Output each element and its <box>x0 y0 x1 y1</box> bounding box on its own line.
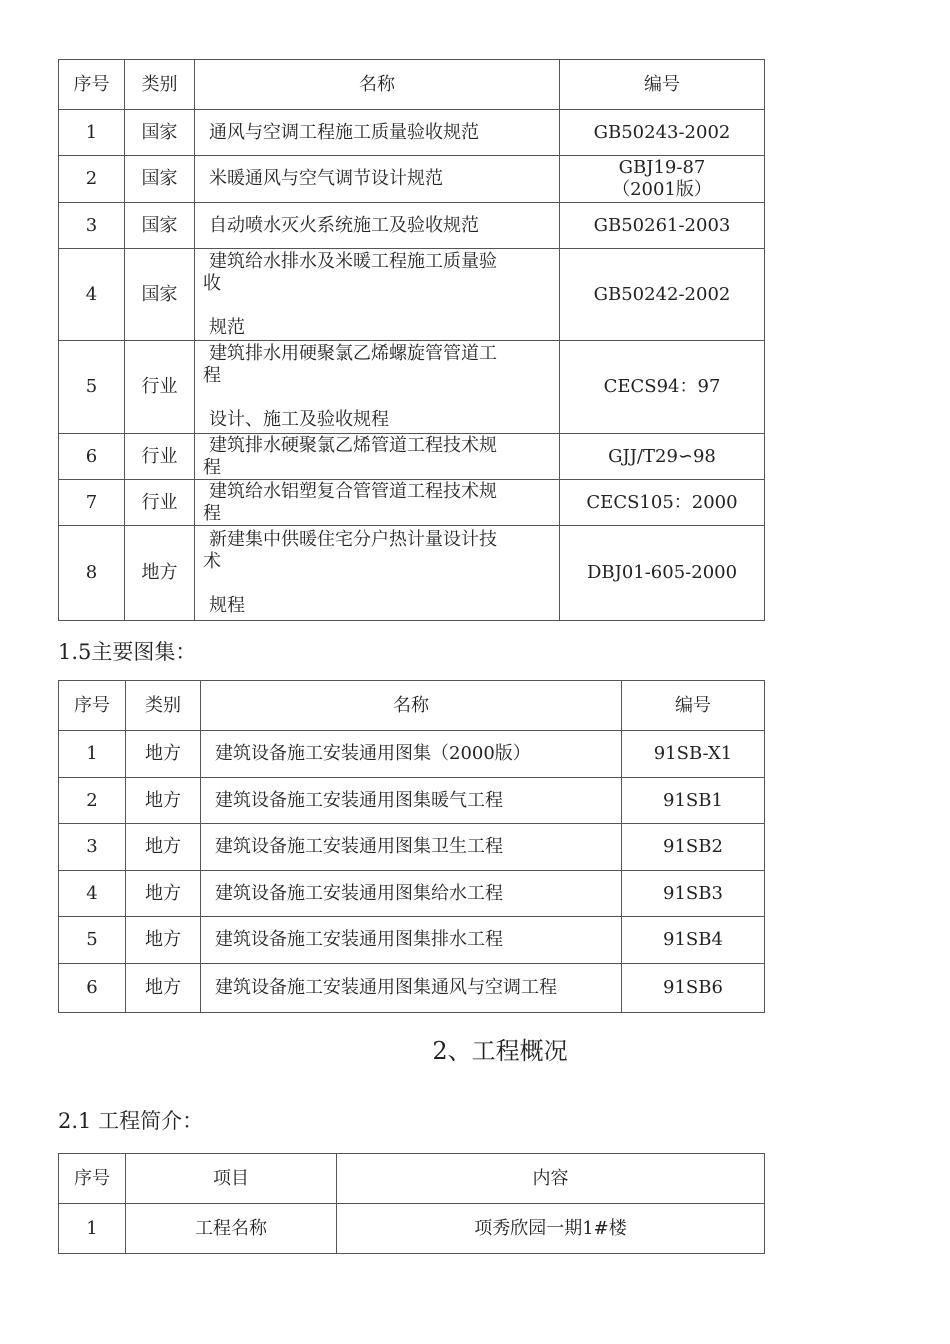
section-heading-1-5: 1.5主要图集： <box>58 640 197 664</box>
row-no: 6 <box>59 434 125 480</box>
row-name <box>195 341 560 434</box>
row-category: 地方 <box>126 778 201 824</box>
header-category: 类别 <box>125 60 195 110</box>
header-no: 序号 <box>59 1154 126 1204</box>
row-code: GBJ19-87（2001版） <box>560 156 765 203</box>
table-row <box>59 917 765 964</box>
row-code: 91SB3 <box>622 871 765 917</box>
row-code: 91SB4 <box>622 917 765 964</box>
table-header-row <box>59 1154 765 1204</box>
row-no: 5 <box>59 917 126 964</box>
table-row <box>59 480 765 526</box>
row-code: 91SB2 <box>622 824 765 871</box>
table-header-row <box>59 60 765 110</box>
row-category: 国家 <box>125 249 195 341</box>
row-no: 3 <box>59 203 125 249</box>
row-name: 建筑设备施工安装通用图集暖气工程 <box>201 778 622 824</box>
section-heading-2: 2、工程概况 <box>432 1037 568 1065</box>
row-code: 91SB6 <box>622 964 765 1013</box>
header-name: 名称 <box>201 681 622 731</box>
row-name <box>195 156 560 203</box>
row-name-line: 程 <box>203 456 221 478</box>
row-category: 国家 <box>125 203 195 249</box>
row-no: 2 <box>59 778 126 824</box>
table-row <box>59 871 765 917</box>
row-name-line: 规范 <box>209 316 245 338</box>
table-row <box>59 526 765 621</box>
header-category: 类别 <box>126 681 201 731</box>
row-content: 项秀欣园一期1#楼 <box>337 1204 765 1254</box>
row-code: DBJ01-605-2000 <box>560 526 765 621</box>
row-category: 地方 <box>126 824 201 871</box>
row-category: 地方 <box>126 917 201 964</box>
row-no: 5 <box>59 341 125 434</box>
table-header-row <box>59 681 765 731</box>
row-name: 建筑设备施工安装通用图集通风与空调工程 <box>201 964 622 1013</box>
row-name <box>195 434 560 480</box>
row-name <box>195 526 560 621</box>
row-no: 3 <box>59 824 126 871</box>
row-category: 行业 <box>125 434 195 480</box>
row-category: 行业 <box>125 480 195 526</box>
table-row <box>59 249 765 341</box>
table-row <box>59 964 765 1013</box>
header-code: 编号 <box>560 60 765 110</box>
row-name-line: 自动喷水灭火系统施工及验收规范 <box>209 214 479 236</box>
atlas-table <box>58 680 765 1013</box>
row-no: 1 <box>59 110 125 156</box>
row-no: 4 <box>59 249 125 341</box>
row-name-line: 建筑给水排水及米暖工程施工质量验 <box>209 250 497 272</box>
row-name-line: 米暖通风与空气调节设计规范 <box>209 168 443 189</box>
row-name-line: 通风与空调工程施工质量验收规范 <box>209 121 479 143</box>
table-row <box>59 203 765 249</box>
row-name-line: 建筑排水硬聚氯乙烯管道工程技术规 <box>209 434 497 456</box>
header-code: 编号 <box>622 681 765 731</box>
row-no: 7 <box>59 480 125 526</box>
table-row <box>59 731 765 778</box>
row-code: CECS94：97 <box>560 341 765 434</box>
row-name-line: 程 <box>203 502 221 524</box>
header-no: 序号 <box>59 60 125 110</box>
table-row <box>59 824 765 871</box>
row-name-line: 程 <box>203 365 221 386</box>
table-row <box>59 1204 765 1254</box>
row-code: 91SB1 <box>622 778 765 824</box>
row-code: GB50261-2003 <box>560 203 765 249</box>
row-no: 1 <box>59 1204 126 1254</box>
row-code: GB50243-2002 <box>560 110 765 156</box>
row-category: 地方 <box>126 731 201 778</box>
header-no: 序号 <box>59 681 126 731</box>
row-name <box>195 110 560 156</box>
header-name: 名称 <box>195 60 560 110</box>
row-category: 地方 <box>126 871 201 917</box>
row-name: 建筑设备施工安装通用图集（2000版） <box>201 731 622 778</box>
table-row <box>59 434 765 480</box>
row-category: 地方 <box>125 526 195 621</box>
row-category: 国家 <box>125 156 195 203</box>
row-code: GJJ/T29∽98 <box>560 434 765 480</box>
row-code: 91SB-X1 <box>622 731 765 778</box>
row-category: 国家 <box>125 110 195 156</box>
row-name-line: 新建集中供暖住宅分户热计量设计技 <box>209 529 497 550</box>
header-item: 项目 <box>126 1154 337 1204</box>
row-no: 2 <box>59 156 125 203</box>
row-no: 4 <box>59 871 126 917</box>
row-name-line: 收 <box>203 272 221 294</box>
overview-table <box>58 1153 765 1254</box>
row-name-line: 建筑给水铝塑复合管管道工程技术规 <box>209 480 497 502</box>
row-no: 8 <box>59 526 125 621</box>
row-name: 建筑设备施工安装通用图集给水工程 <box>201 871 622 917</box>
row-item: 工程名称 <box>126 1204 337 1254</box>
table-row <box>59 156 765 203</box>
table-row <box>59 341 765 434</box>
row-category: 地方 <box>126 964 201 1013</box>
row-name: 建筑设备施工安装通用图集排水工程 <box>201 917 622 964</box>
header-content: 内容 <box>337 1154 765 1204</box>
standards-table <box>58 59 765 621</box>
table-row <box>59 778 765 824</box>
row-category: 行业 <box>125 341 195 434</box>
row-no: 6 <box>59 964 126 1013</box>
row-name-line: 设计、施工及验收规程 <box>209 409 389 430</box>
row-name-line: 规程 <box>209 595 245 616</box>
row-code: CECS105：2000 <box>560 480 765 526</box>
row-name: 建筑设备施工安装通用图集卫生工程 <box>201 824 622 871</box>
section-heading-2-1: 2.1 工程简介： <box>58 1109 204 1133</box>
row-name-line: 建筑排水用硬聚氯乙烯螺旋管管道工 <box>209 343 497 364</box>
row-name <box>195 249 560 341</box>
row-name-line: 术 <box>203 551 221 572</box>
row-no: 1 <box>59 731 126 778</box>
row-code: GB50242-2002 <box>560 249 765 341</box>
row-name <box>195 480 560 526</box>
row-name <box>195 203 560 249</box>
table-row <box>59 110 765 156</box>
